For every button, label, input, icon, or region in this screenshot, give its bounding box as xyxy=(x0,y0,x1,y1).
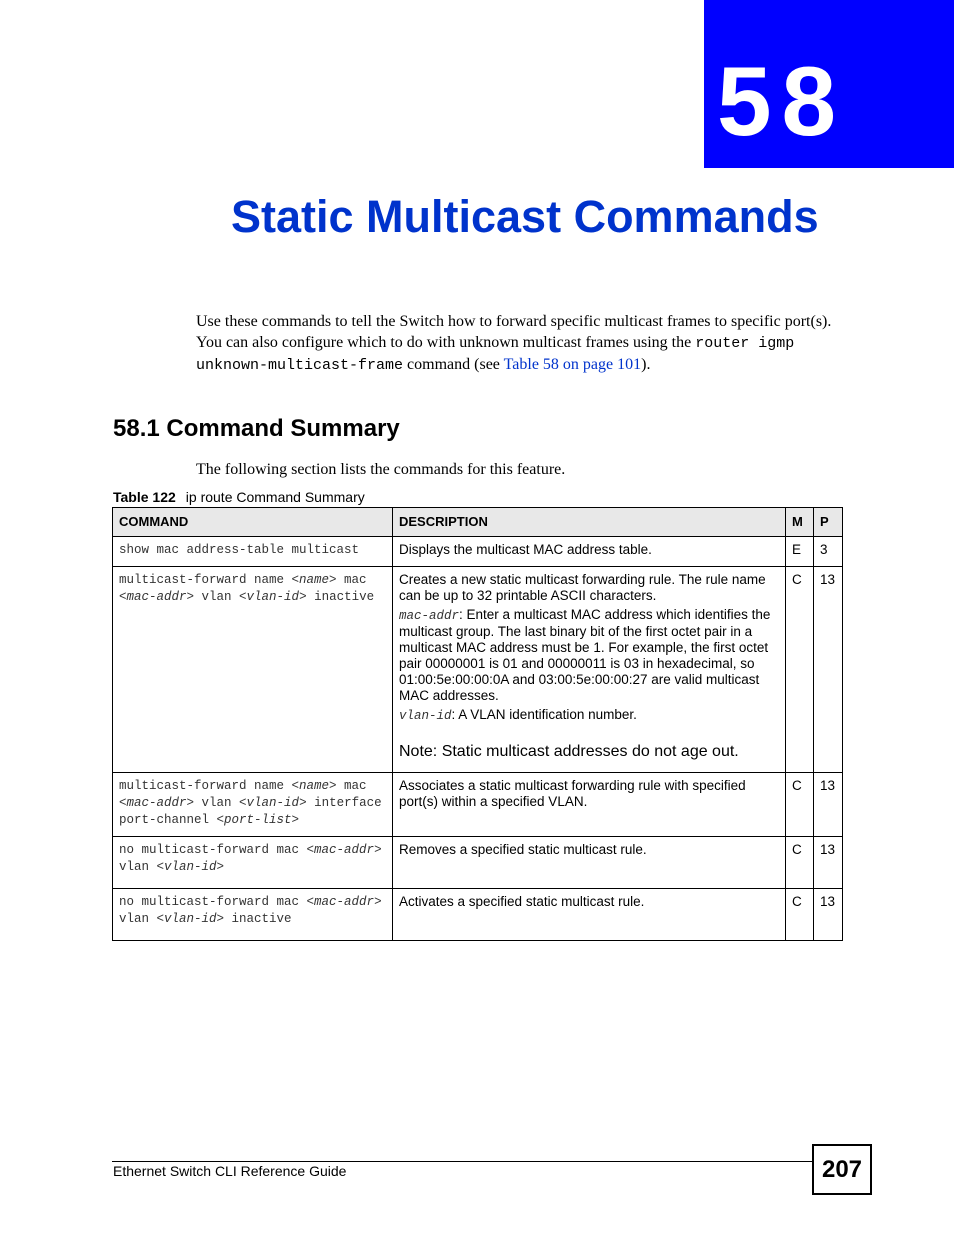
command-cell: multicast-forward name <name> mac <mac-addr> vlan <vlan-id> interface port-channel <port-list> xyxy=(113,773,393,837)
command-cell: no multicast-forward mac <mac-addr> vlan <vlan-id> inactive xyxy=(113,889,393,941)
header-m: M xyxy=(786,508,814,537)
mode-cell: C xyxy=(786,837,814,889)
chapter-number: 58 xyxy=(717,46,847,156)
command-cell: show mac address-table multicast xyxy=(113,537,393,567)
section-intro: The following section lists the commands for this feature. xyxy=(196,461,566,478)
command-cell: multicast-forward name <name> mac <mac-addr> vlan <vlan-id> inactive xyxy=(113,567,393,773)
description-cell: Removes a specified static multicast rule. xyxy=(393,837,786,889)
privilege-cell: 13 xyxy=(814,773,843,837)
section-heading: 58.1 Command Summary xyxy=(113,415,400,442)
table-header-row xyxy=(113,508,843,537)
privilege-cell: 3 xyxy=(814,537,843,567)
privilege-cell: 13 xyxy=(814,567,843,773)
inline-command: router igmp unknown-multicast-frame xyxy=(196,335,795,374)
privilege-cell: 13 xyxy=(814,889,843,941)
table-caption-text: ip route Command Summary xyxy=(185,489,365,505)
page-number: 207 xyxy=(812,1144,872,1195)
description-cell: Activates a specified static multicast rule. xyxy=(393,889,786,941)
table-caption-number: Table 122 xyxy=(113,489,176,505)
description-cell: Creates a new static multicast forwarding rule. The rule name can be up to 32 printable ASCII characters. mac-addr: Enter a multicast MAC address which identifies the multicast group. The last binary bit of the first octet pair in a multicast MAC address must be 1. For example, the first octet pair 00000001 is 01 and 00000011 is 03 in hexadecimal, so 01:00:5e:00:00:0A and 03:00:5e:00:00:27 are valid multicast MAC addresses. vlan-id: A VLAN identification number. Note: Static multicast addresses do not age out. xyxy=(393,567,786,773)
description-cell: Displays the multicast MAC address table. xyxy=(393,537,786,567)
header-p: P xyxy=(814,508,843,537)
chapter-title: Static Multicast Commands xyxy=(231,191,819,242)
header-description: DESCRIPTION xyxy=(393,508,786,537)
intro-paragraph: Use these commands to tell the Switch how to forward specific multicast frames to specific port(s). You can also configure which to do with unknown multicast frames using the router igmp unknown-multicast-frame command (see Table 58 on page 101). xyxy=(196,313,832,374)
table-row xyxy=(113,537,843,567)
mode-cell: C xyxy=(786,773,814,837)
mode-cell: C xyxy=(786,567,814,773)
cross-reference-link[interactable]: Table 58 on page 101 xyxy=(503,356,642,373)
mode-cell: C xyxy=(786,889,814,941)
table-row xyxy=(113,889,843,941)
chapter-number-box xyxy=(704,0,954,168)
description-cell: Associates a static multicast forwarding rule with specified port(s) within a specified VLAN. xyxy=(393,773,786,837)
command-summary-table xyxy=(112,507,843,941)
table-row xyxy=(113,837,843,889)
table-caption xyxy=(113,487,365,507)
header-command: COMMAND xyxy=(113,508,393,537)
table-row xyxy=(113,567,843,773)
note: Note: Static multicast addresses do not age out. xyxy=(399,743,739,760)
privilege-cell: 13 xyxy=(814,837,843,889)
table-row xyxy=(113,773,843,837)
mode-cell: E xyxy=(786,537,814,567)
footer-guide-title: Ethernet Switch CLI Reference Guide xyxy=(113,1163,347,1179)
command-cell: no multicast-forward mac <mac-addr> vlan <vlan-id> xyxy=(113,837,393,889)
